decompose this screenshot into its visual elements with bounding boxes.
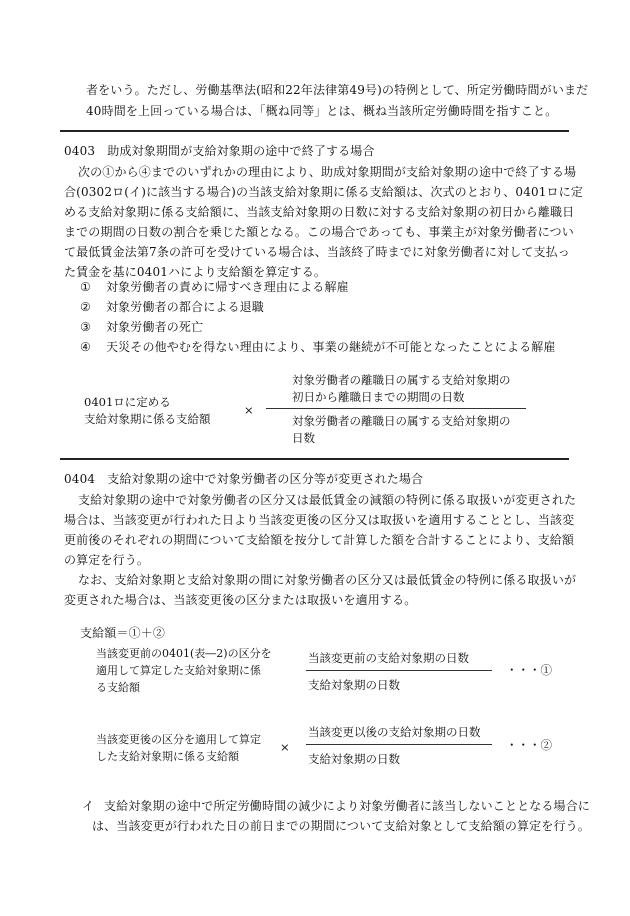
times-sign: × bbox=[286, 663, 296, 676]
formula-left-line: 適用して算定した支給対象期に係 bbox=[96, 664, 261, 677]
paragraph-line: て最低賃金法第7条の許可を受けている場合は、当該終了時までに対象労働者に対して支払っ bbox=[64, 245, 570, 259]
intro-line: 者をいう。ただし、労働基準法(昭和22年法律第49号)の特例として、所定労働時間がいまだ bbox=[86, 83, 589, 97]
list-text: 対象労働者の死亡 bbox=[106, 320, 204, 334]
formula-label: ・・・① bbox=[506, 663, 552, 677]
paragraph-line: 場合は、当該変更が行われた日より当該変更後の区分又は取扱いを適用することとし、当該変 bbox=[64, 513, 575, 527]
paragraph-line: 支給対象期の途中で対象労働者の区分又は最低賃金の減額の特例に係る取扱いが変更された bbox=[78, 493, 577, 507]
section-heading: 0403 助成対象期間が支給対象期の途中で終了する場合 bbox=[64, 144, 375, 158]
list-text: 天災その他やむを得ない理由により、事業の継続が不可能となったことによる解雇 bbox=[106, 340, 556, 354]
formula-numerator-line: 対象労働者の離職日の属する支給対象期の bbox=[292, 373, 511, 387]
formula-denominator-line: 日数 bbox=[292, 431, 315, 445]
formula-denominator: 支給対象期の日数 bbox=[308, 678, 400, 692]
formula-numerator-line: 初日から離職日までの期間の日数 bbox=[292, 390, 465, 404]
formula-numerator: 当該変更以後の支給対象期の日数 bbox=[308, 725, 481, 739]
list-mark: イ bbox=[82, 799, 95, 813]
paragraph-line: 変更された場合は、当該変更後の区分または取扱いを適用する。 bbox=[64, 593, 417, 607]
list-mark: ④ bbox=[80, 340, 91, 354]
paragraph-line: までの期間の日数の割合を乗じた額となる。この場合であっても、事業主が対象労働者につい bbox=[64, 225, 574, 239]
formula-left-line: 当該変更前の0401(表―2)の区分を bbox=[96, 647, 272, 660]
paragraph-line: の算定を行う。 bbox=[64, 553, 150, 567]
list-text: は、当該変更が行われた日の前日までの期間について支給対象として支給額の算定を行う。 bbox=[92, 819, 590, 833]
list-text: 対象労働者の責めに帰すべき理由による解雇 bbox=[106, 280, 349, 294]
times-sign: × bbox=[280, 740, 290, 754]
times-sign: × bbox=[244, 403, 254, 417]
paragraph-line: 次の①から④までのいずれかの理由により、助成対象期間が支給対象期の途中で終了する場 bbox=[78, 165, 577, 179]
formula-title: 支給額＝①＋② bbox=[80, 626, 166, 640]
paragraph-line: 合(0302ロ(イ)に該当する場合)の当該支給対象期に係る支給額は、次式のとおり、0401ロに定 bbox=[64, 185, 584, 199]
formula-label: ・・・② bbox=[506, 738, 552, 752]
list-mark: ② bbox=[80, 300, 91, 314]
section-divider bbox=[60, 458, 569, 460]
paragraph-line: なお、支給対象期と支給対象期の間に対象労働者の区分又は最低賃金の特例に係る取扱いが bbox=[78, 573, 577, 587]
formula-left-line: 0401ロに定める bbox=[84, 395, 171, 409]
paragraph-line: める支給対象期に係る支給額に、当該支給対象期の日数に対する支給対象期の初日から離職日 bbox=[64, 205, 575, 219]
paragraph-line: 更前後のそれぞれの期間について支給額を按分して計算した額を合計することにより、支給額 bbox=[64, 533, 575, 547]
formula-denominator-line: 対象労働者の離職日の属する支給対象期の bbox=[292, 414, 511, 428]
list-mark: ③ bbox=[80, 320, 91, 334]
list-text: 支給対象期の途中で所定労働時間の減少により対象労働者に該当しないこととなる場合に bbox=[104, 799, 591, 813]
section-heading: 0404 支給対象期の途中で対象労働者の区分等が変更された場合 bbox=[64, 472, 424, 486]
formula-left-line: 支給対象期に係る支給額 bbox=[84, 412, 211, 426]
formula-left-line: 当該変更後の区分を適用して算定 bbox=[96, 733, 261, 746]
formula-left-line: した支給対象期に係る支給額 bbox=[96, 750, 239, 763]
fraction-bar bbox=[306, 744, 492, 745]
formula-numerator: 当該変更前の支給対象期の日数 bbox=[308, 651, 469, 665]
list-text: 対象労働者の都合による退職 bbox=[106, 300, 264, 314]
formula-left-line: る支給額 bbox=[96, 681, 140, 694]
formula-denominator: 支給対象期の日数 bbox=[308, 752, 400, 766]
list-mark: ① bbox=[80, 280, 91, 294]
fraction-bar bbox=[306, 670, 492, 671]
fraction-bar bbox=[266, 408, 526, 409]
paragraph-line: た賃金を基に0401ハにより支給額を算定する。 bbox=[64, 265, 326, 279]
section-divider bbox=[60, 130, 569, 132]
intro-line: 40時間を上回っている場合は、「概ね同等」とは、概ね当該所定労働時間を指すこと。 bbox=[86, 104, 558, 118]
